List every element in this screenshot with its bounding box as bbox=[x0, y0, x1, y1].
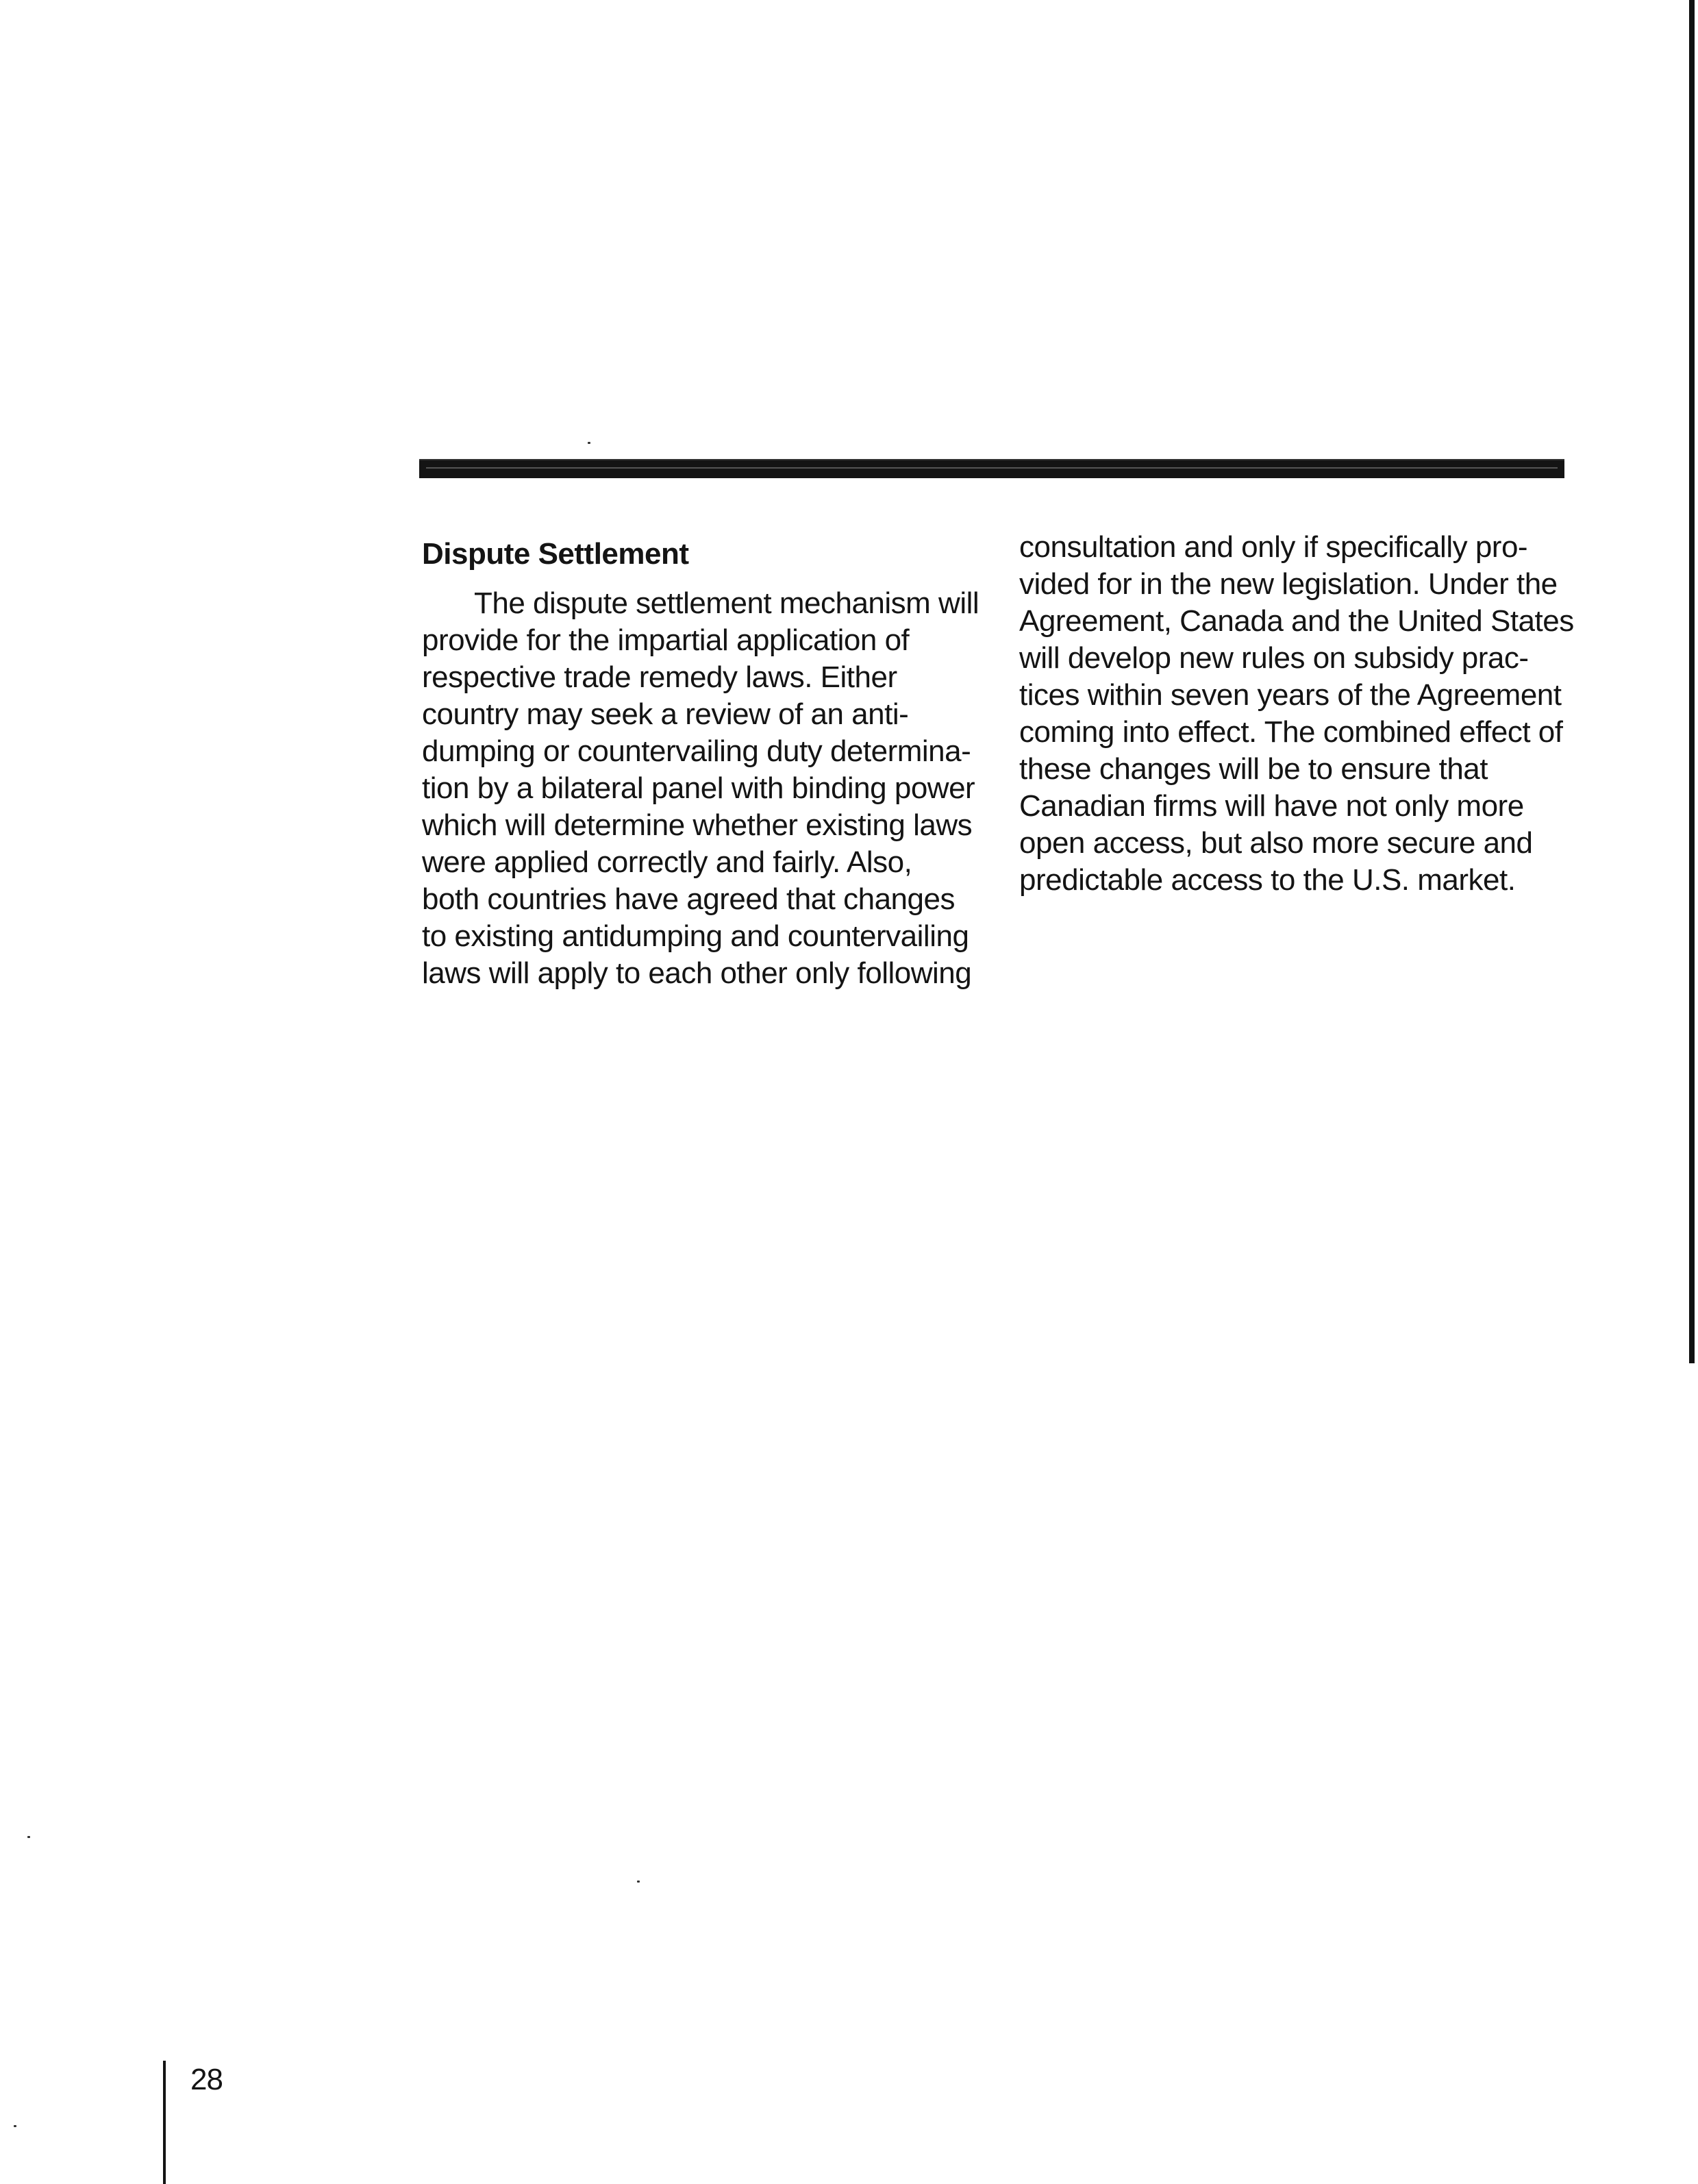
text-line: will develop new rules on subsidy prac- bbox=[1019, 641, 1529, 675]
text-line: The dispute settlement mechanism will bbox=[474, 586, 979, 620]
text-line: tion by a bilateral panel with binding power bbox=[422, 771, 975, 805]
rule-highlight bbox=[426, 467, 1558, 469]
text-line: Agreement, Canada and the United States bbox=[1019, 604, 1574, 638]
scan-speck bbox=[637, 1881, 640, 1883]
text-line: respective trade remedy laws. Either bbox=[422, 660, 897, 694]
text-line: coming into effect. The combined effect of bbox=[1019, 715, 1563, 749]
scan-speck bbox=[588, 442, 590, 444]
text-line: predictable access to the U.S. market. bbox=[1019, 863, 1516, 897]
scan-speck bbox=[14, 2125, 16, 2127]
text-line: country may seek a review of an anti- bbox=[422, 697, 909, 731]
scan-speck bbox=[27, 1836, 30, 1838]
left-column bbox=[422, 529, 977, 992]
text-line: were applied correctly and fairly. Also, bbox=[422, 845, 912, 879]
text-line: which will determine whether existing laws bbox=[422, 808, 973, 842]
text-line: open access, but also more secure and bbox=[1019, 826, 1533, 860]
text-line: provide for the impartial application of bbox=[422, 623, 910, 657]
body-paragraph-left bbox=[422, 585, 977, 992]
text-line: tices within seven years of the Agreement bbox=[1019, 678, 1562, 712]
section-divider-rule bbox=[419, 459, 1564, 478]
text-line: to existing antidumping and countervailing bbox=[422, 919, 969, 953]
page-number: 28 bbox=[190, 2063, 223, 2096]
page-margin-bar bbox=[163, 2061, 166, 2184]
text-line: Canadian firms will have not only more bbox=[1019, 789, 1524, 823]
text-line: consultation and only if specifically pro- bbox=[1019, 530, 1528, 564]
section-heading: Dispute Settlement bbox=[422, 537, 689, 571]
text-line: laws will apply to each other only following bbox=[422, 956, 972, 990]
body-paragraph-right bbox=[1019, 529, 1574, 899]
text-line: both countries have agreed that changes bbox=[422, 882, 955, 916]
text-line: vided for in the new legislation. Under the bbox=[1019, 567, 1558, 601]
right-column bbox=[1019, 529, 1574, 899]
text-line: these changes will be to ensure that bbox=[1019, 752, 1488, 786]
page-edge-shadow bbox=[1689, 0, 1695, 1363]
text-line: dumping or countervailing duty determina- bbox=[422, 734, 971, 768]
